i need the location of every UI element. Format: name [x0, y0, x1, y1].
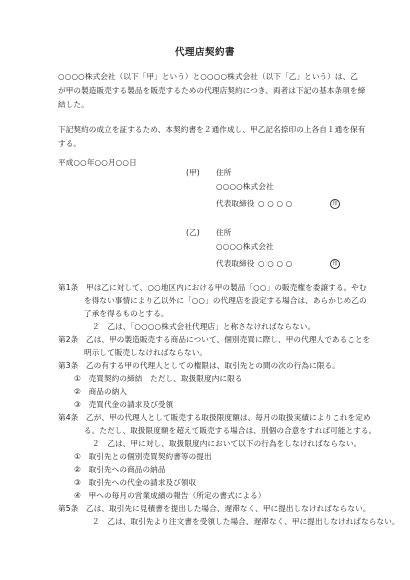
party-a-seal-icon: 印	[330, 199, 340, 209]
article-line: ２ 乙は、取引先より注文書を受領した場合、遅滞なく、甲に提出しなければならない。	[92, 517, 400, 526]
document-title: 代理店契約書	[174, 47, 235, 58]
article-line: 第3条 乙の有する甲の代理人としての権限は、取引先との間の次の行為に限る。	[58, 361, 340, 370]
article-list-item: ③ 取引先への代金の請求及び領収	[74, 478, 197, 487]
article-line: 第5条 乙は、取引先に見積書を提出した場合、遅滞なく、甲に提出しなければならない。	[58, 504, 371, 513]
party-a-rep-label: 代表取締役	[216, 199, 255, 208]
party-a-rep-name: ○ ○ ○ ○	[258, 199, 293, 208]
party-b-seal-icon: 印	[330, 259, 340, 269]
party-b-rep-label: 代表取締役	[216, 259, 255, 268]
party-a-label: (甲)	[186, 168, 200, 177]
party-b-company: ○○○○株式会社	[216, 242, 274, 251]
article-line: 第4条 乙が、甲の代理人として販売する取扱限度額は、毎月の取扱実績によりこれを定め	[58, 413, 371, 422]
intro-line-2: が甲の製造販売する製品を販売するための代理店契約につき、両者は下記の基本条項を締	[58, 86, 366, 95]
closing-line-2: する。	[58, 139, 82, 148]
closing-line-1: 下記契約の成立を証するため、本契約書を２通作成し、甲乙記名捺印の上各自１通を保有	[58, 125, 366, 134]
article-list-item: ② 商品の納入	[74, 387, 128, 396]
article-list-item: ③ 売買代金の請求及び受領	[74, 400, 174, 409]
party-a-address-label: 住所	[216, 168, 232, 177]
article-line: 明示して販売しなければならない。	[84, 348, 208, 357]
party-a-company: ○○○○株式会社	[216, 182, 274, 191]
intro-line-1: ○○○○株式会社（以下「甲」という）と○○○○株式会社（以下「乙」という）は、乙	[58, 72, 359, 81]
article-line: 第1条 甲は乙に対して、○○地区内における甲の製品「○○」の販売権を委譲する。やむ	[58, 283, 367, 292]
article-list-item: ① 売買契約の締結 ただし、取扱限度内に限る	[74, 374, 243, 383]
article-line: ２ 乙は、「○○○○株式会社代理店」と称さなければならない。	[92, 322, 316, 331]
article-list-item: ① 取引先との個別売買契約書等の提出	[74, 452, 212, 461]
article-line: ２ 乙は、甲に対し、取扱限度内において以下の行為をしなければならない。	[92, 439, 362, 448]
contract-date: 平成○○年○○月○○日	[58, 158, 137, 167]
article-line: 第2条 乙は、甲の製造販売する商品について、個別売買に際し、甲の代理人であることを	[58, 335, 371, 344]
article-line: を得ない事情により乙以外に「○○」の代理店を設定する場合は、あらかじめ乙の	[84, 296, 367, 305]
article-line: る。ただし、取扱限度額を超えて販売する場合は、別個の合意をすれば可能とする。	[84, 426, 377, 435]
party-b-address-label: 住所	[216, 228, 232, 237]
party-b-rep-name: ○ ○ ○ ○	[258, 259, 293, 268]
article-list-item: ④ 甲への毎月の営業成績の報告（所定の書式による）	[74, 491, 266, 500]
intro-line-3: 結した。	[58, 100, 89, 109]
party-b-label: (乙)	[186, 228, 200, 237]
article-list-item: ② 取引先への商品の納品	[74, 465, 166, 474]
article-line: 了承を得るものとする。	[84, 309, 169, 318]
